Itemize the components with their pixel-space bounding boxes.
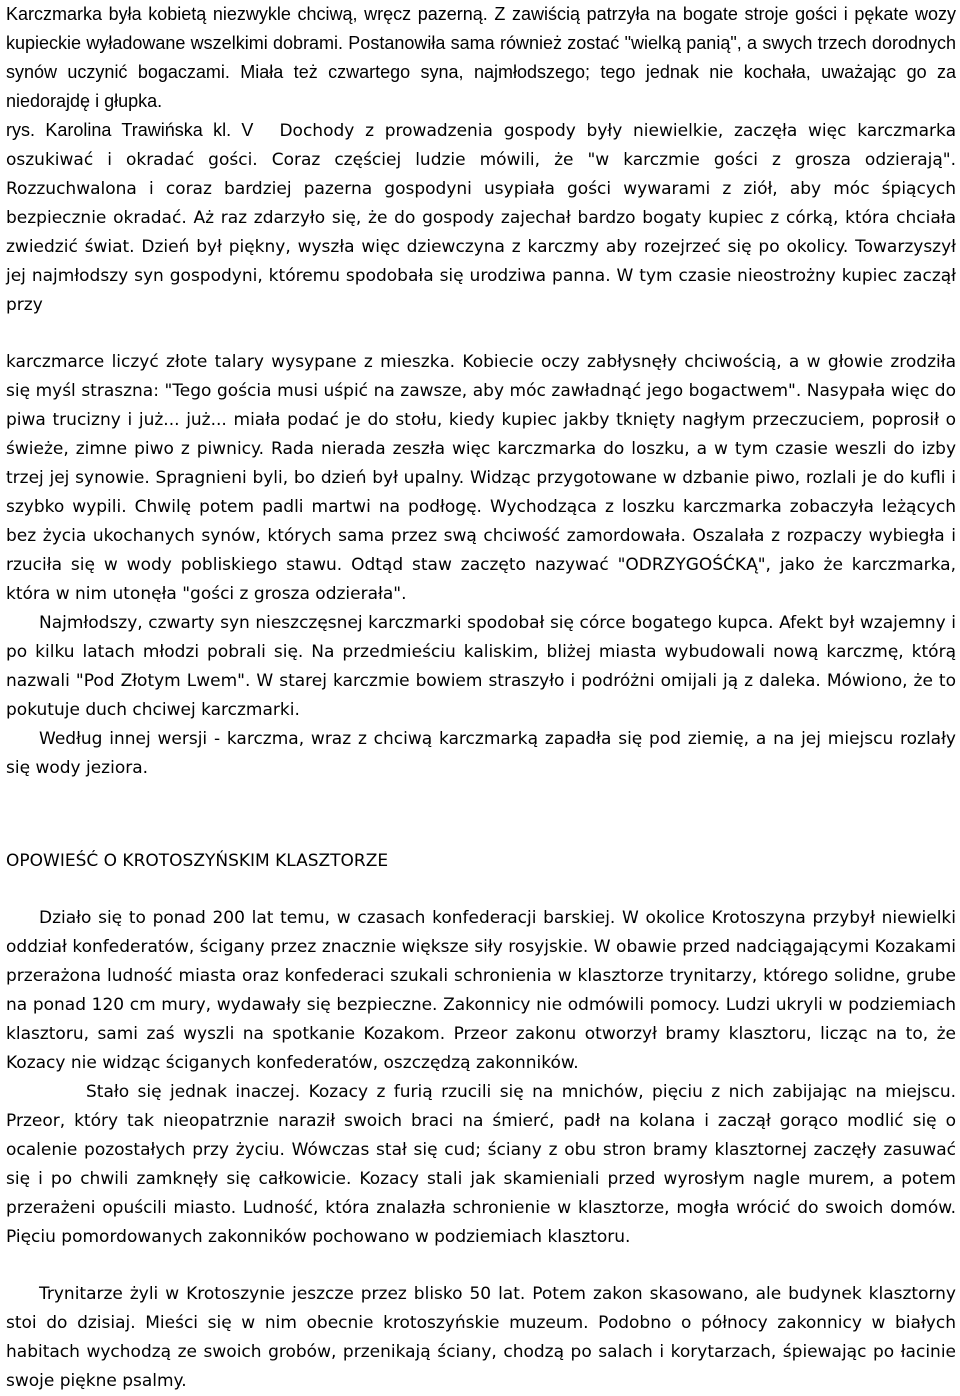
- story2-paragraph-2: Stało się jednak inaczej. Kozacy z furią rzucili się na mnichów, pięciu z nich zabijając na miejscu. Przeor, który tak nieopatrznie naraził swoich braci na śmierć, padł na kolana i zaczął gorąco modlić się o ocalenie pozostałych przy życiu. Wówczas stał się cud; ściany z obu stron bramy klasztornej zaczęły zasuwać się i po chwili zamknęły się całkowicie. Kozacy stali jak skamieniali przed wyrosłym nagle murem, a potem przerażeni opuścili miasto. Ludność, która znalazła schronienie w klasztorze, mogła wrócić do swoich domów. Pięciu pomordowanych zakonników pochowano w podziemiach klasztoru.: [6, 1082, 956, 1247]
- document-page: [6, 0, 956, 1396]
- page-break-gap: [6, 320, 956, 348]
- paragraph-gap: [6, 1252, 956, 1280]
- story1-paragraph-4: Według innej wersji - karczma, wraz z chciwą karczmarką zapadła się pod ziemię, a na jej miejscu rozlały się wody jeziora.: [6, 729, 956, 778]
- story2-paragraph-1: Działo się to ponad 200 lat temu, w czasach konfederacji barskiej. W okolice Krotoszyna przybył niewielki oddział konfederatów, ścigany przez znacznie większe siły rosyjskie. W obawie przed nadciągającymi Kozakami przerażona ludność miasta oraz konfederaci szukali schronienia w klasztorze trynitarzy, którego solidne, grube na ponad 120 cm mury, wydawały się bezpieczne. Zakonnicy nie odmówili pomocy. Ludzi ukryli w podziemiach klasztoru, sami zaś wyszli na spotkanie Kozakom. Przeor zakonu otworzył bramy klasztoru, licząc na to, że Kozacy nie widząc ściganych konfederatów, oszczędzą zakonników.: [6, 908, 956, 1073]
- story1-paragraph-1-cont-text: Dochody z prowadzenia gospody były niewielkie, zaczęła więc karczmarka oszukiwać i okradać gości. Coraz częściej ludzie mówili, że "w karczmie gości z grosza odzierają". Rozzuchwalona i coraz bardziej pazerna gospodyni usypiała gości wywarami z ziół, aby móc śpiących bezpiecznie okradać. Aż raz zdarzyło się, że do gospody zajechał bardzo bogaty kupiec z córką, która chciała zwiedzić świat. Dzień był piękny, wyszła więc dziewczyna z karczmy aby rozejrzeć się po okolicy. Towarzyszył jej najmłodszy syn gospodyni, któremu spodobała się urodziwa panna. W tym czasie nieostrożny kupiec zaczął przy: [6, 121, 956, 315]
- story1-paragraph-1: [6, 0, 956, 116]
- story1-paragraph-1-text: Karczmarka była kobietą niezwykle chciwą, wręcz pazerną. Z zawiścią patrzyła na bogate stroje gości i pękate wozy kupieckie wyładowane wszelkimi dobrami. Postanowiła sama również zostać "wielką panią", a swych trzech dorodnych synów uczynić bogaczami. Miała też czwartego syna, najmłodszego; tego jednak nie kochała, uważając go za niedorajdę i głupka.: [6, 4, 956, 111]
- story1-paragraph-1-continued: [6, 116, 956, 320]
- story1-paragraph-2: karczmarce liczyć złote talary wysypane z mieszka. Kobiecie oczy zabłysnęły chciwością, a w głowie zrodziła się myśl straszna: "Tego gościa musi uśpić na zawsze, aby móc zawładnąć jego bogactwem". Nasypała więc do piwa trucizny i już... już... miała podać je do stołu, kiedy kupiec jakby tknięty nagłym przeczuciem, poprosił o świeże, zimne piwo z piwnicy. Rada nierada zeszła więc karczmarka do loszku, a w tym czasie weszli do izby trzej jej synowie. Spragnieni byli, bo dzień był upalny. Widząc przygotowane w dzbanie piwo, rozlali je do kufli i szybko wypili. Chwilę potem padli martwi na podłogę. Wychodząca z loszku karczmarka zobaczyła leżących bez życia ukochanych synów, których sama przez swą chciwość zamordowała. Oszalała z rozpaczy wybiegła i rzuciła się w wody pobliskiego stawu. Odtąd staw zaczęto nazywać "ODRZYGOŚĆKĄ", jako że karczmarka, która w nim utonęła "gości z grosza odzierała".: [6, 352, 956, 604]
- section-gap: [6, 783, 956, 847]
- story2-title: OPOWIEŚĆ O KROTOSZYŃSKIM KLASZTORZE: [6, 851, 389, 871]
- illustration-caption: rys. Karolina Trawińska kl. V: [6, 120, 254, 140]
- title-gap: [6, 876, 956, 904]
- story2-paragraph-3: Trynitarze żyli w Krotoszynie jeszcze przez blisko 50 lat. Potem zakon skasowano, ale budynek klasztorny stoi do dzisiaj. Mieści się w nim obecnie krotoszyńskie muzeum. Podobno o północy zakonnicy w białych habitach wychodzą ze swoich grobów, przenikają ściany, chodzą po salach i korytarzach, śpiewając po łacinie swoje piękne psalmy.: [6, 1284, 956, 1391]
- story1-paragraph-3: Najmłodszy, czwarty syn nieszczęsnej karczmarki spodobał się córce bogatego kupca. Afekt był wzajemny i po kilku latach młodzi pobrali się. Na przedmieściu kaliskim, bliżej miasta wybudowali nową karczmę, którą nazwali "Pod Złotym Lwem". W starej karczmie bowiem straszyło i podróżni omijali ją z daleka. Mówiono, że to pokutuje duch chciwej karczmarki.: [6, 613, 956, 720]
